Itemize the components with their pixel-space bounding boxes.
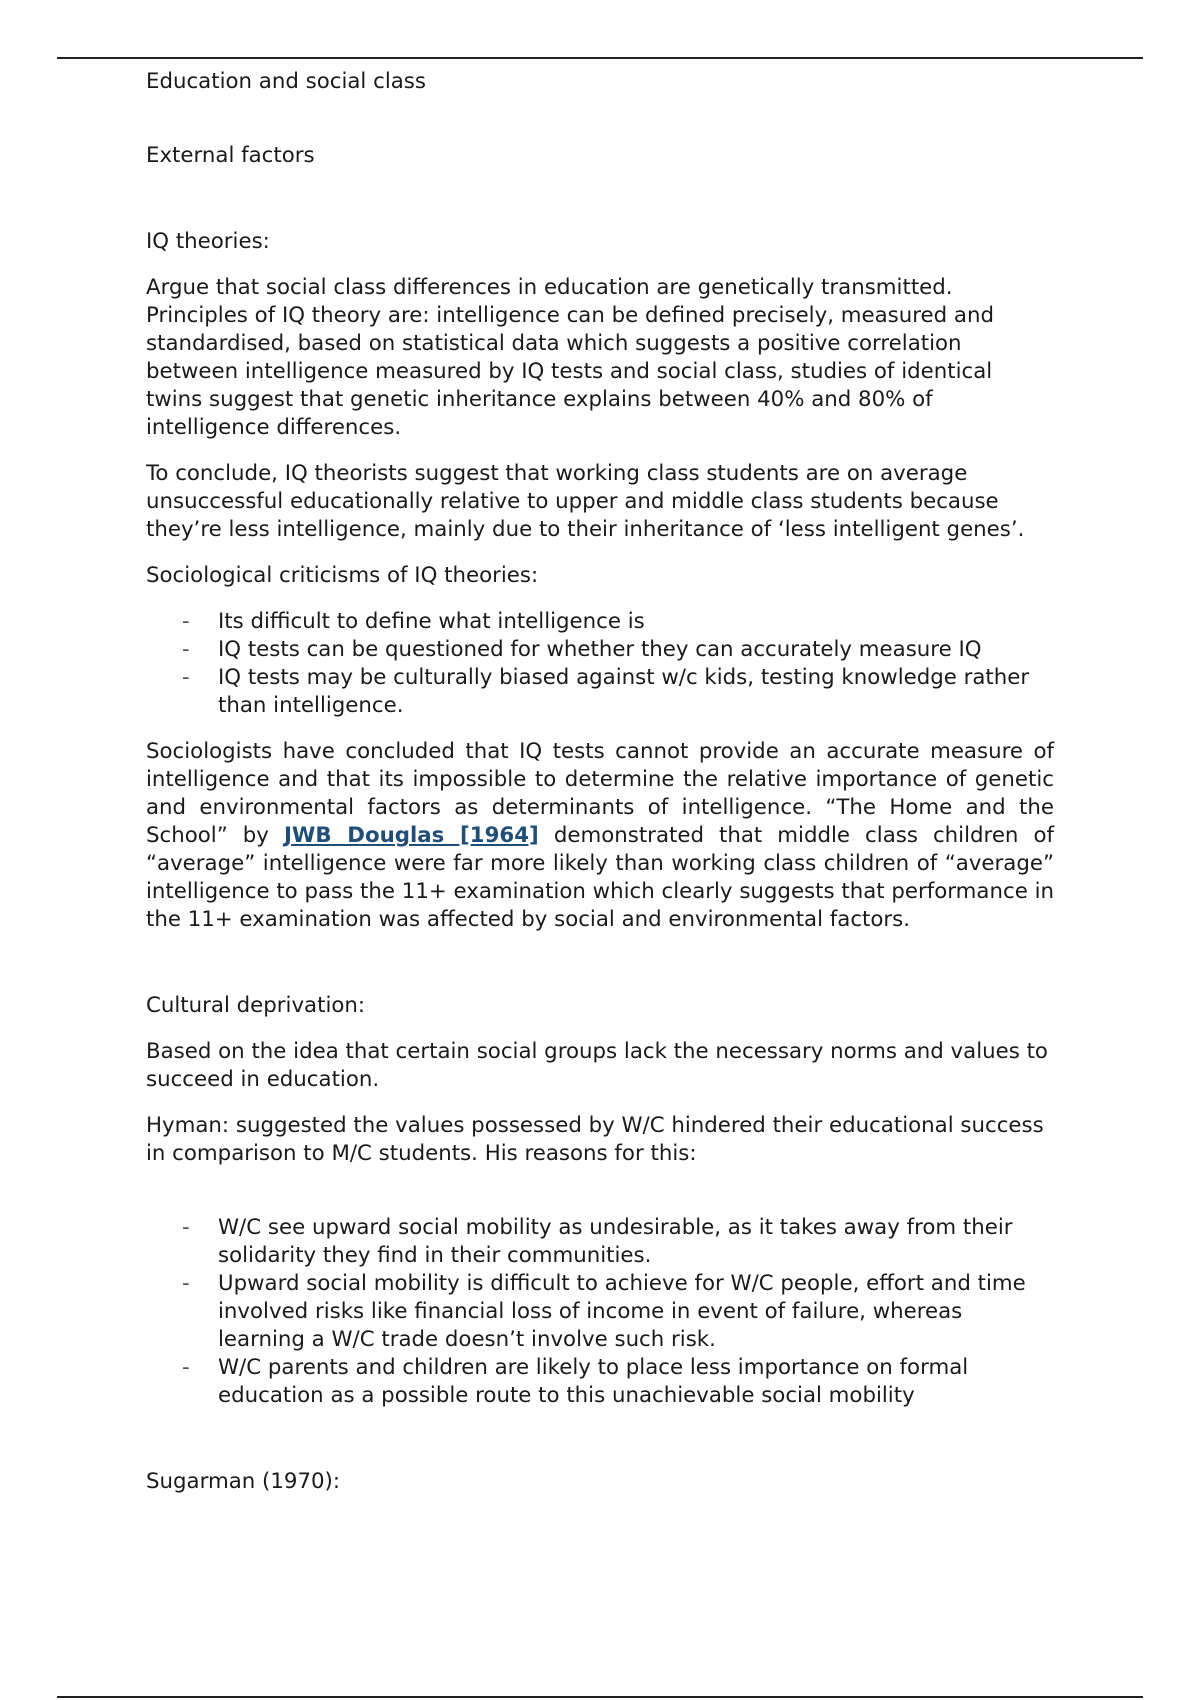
paragraph-cultural-definition: Based on the idea that certain social groups lack the necessary norms and values to succeed in education. (146, 1039, 1048, 1092)
heading-criticisms: Sociological criticisms of IQ theories: (146, 563, 539, 588)
dash-bullet: - (182, 665, 190, 690)
dash-bullet: - (182, 1355, 190, 1380)
list-item: - IQ tests may be culturally biased against w/c kids, testing knowledge rather than intelligence. (182, 665, 1030, 718)
footer-rule (57, 1696, 1143, 1698)
paragraph-iq-conclusion: To conclude, IQ theorists suggest that working class students are on average unsuccessful educationally relative to upper and middle class students because they’re less intelligence, mainly due to their inheritance of ‘less intelligent genes’. (146, 461, 1025, 542)
paragraph-hyman: Hyman: suggested the values possessed by W/C hindered their educational success in comparison to M/C students. His reasons for this: (146, 1113, 1044, 1166)
list-item: - W/C see upward social mobility as undesirable, as it takes away from their solidarity they find in their communities. (182, 1215, 1013, 1268)
dash-bullet: - (182, 609, 190, 634)
dash-bullet: - (182, 1271, 190, 1296)
list-item: - Its difficult to define what intelligence is (182, 609, 645, 634)
heading-cultural-deprivation: Cultural deprivation: (146, 993, 366, 1018)
reference-link-douglas[interactable]: JWB Douglas [1964] (283, 823, 539, 848)
dash-bullet: - (182, 1215, 190, 1240)
header-rule (57, 57, 1143, 59)
heading-iq-theories: IQ theories: (146, 229, 270, 254)
document-body (146, 68, 1054, 1496)
heading-sugarman: Sugarman (1970): (146, 1469, 341, 1494)
list-item: - W/C parents and children are likely to place less importance on formal education as a possible route to this unachievable social mobility (182, 1355, 969, 1408)
section-heading-external-factors: External factors (146, 143, 315, 168)
criticisms-list (146, 608, 1054, 720)
paragraph-sociologists-conclusion: Sociologists have concluded that IQ tests cannot provide an accurate measure of intelligence and that its impossible to determine the relative importance of genetic and environmental factors as determinants of intelligence. “The Home and the School” by JWB Douglas [1964] demonstrated that middle class children of “average” intelligence were far more likely than working class children of “average” intelligence to pass the 11+ examination which clearly suggests that performance in the 11+ examination was affected by social and environmental factors. (146, 739, 1054, 932)
dash-bullet: - (182, 637, 190, 662)
list-item: - IQ tests can be questioned for whether they can accurately measure IQ (182, 637, 982, 662)
hyman-reasons-list (146, 1214, 1054, 1410)
list-item: - Upward social mobility is difficult to achieve for W/C people, effort and time involved risks like financial loss of income in event of failure, whereas learning a W/C trade doesn’t involve such risk. (182, 1271, 1026, 1352)
paragraph-iq-principles: Argue that social class differences in education are genetically transmitted. Principles of IQ theory are: intelligence can be defined precisely, measured and standardised, based on statistical data which suggests a positive correlation between intelligence measured by IQ tests and social class, studies of identical twins suggest that genetic inheritance explains between 40% and 80% of intelligence differences. (146, 275, 994, 440)
document-title: Education and social class (146, 69, 426, 94)
